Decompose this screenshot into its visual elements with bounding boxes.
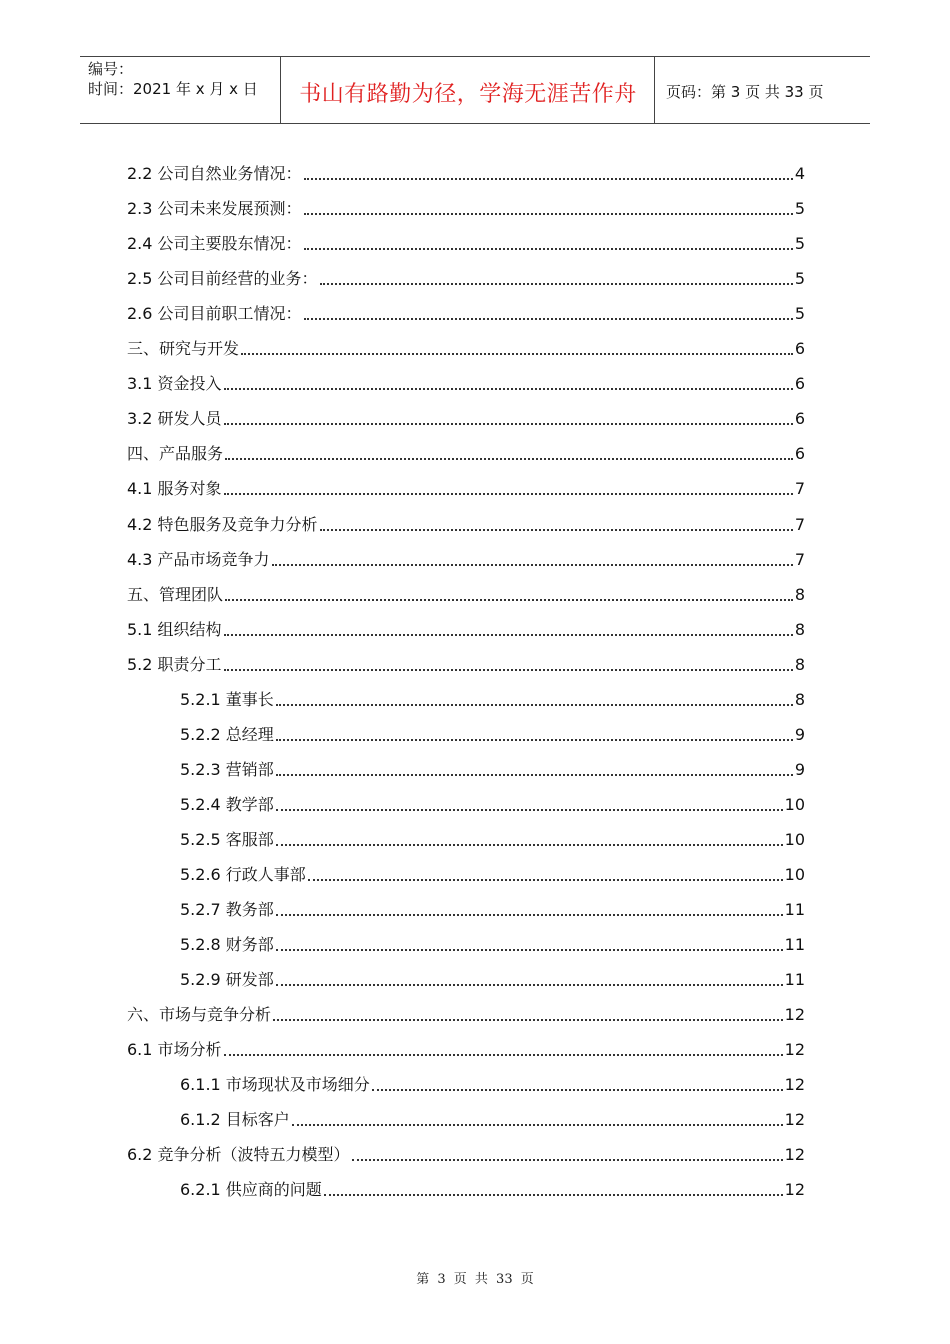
toc-entry-page: 7 <box>794 479 805 499</box>
toc-entry-title: 5.2.9 研发部 <box>180 970 274 990</box>
toc-entry[interactable] <box>127 220 805 255</box>
toc-entry-title: 四、产品服务 <box>127 444 224 464</box>
number-label: 编号： <box>88 60 134 78</box>
toc-entry-title: 6.2.1 供应商的问题 <box>180 1180 322 1200</box>
toc-entry[interactable] <box>180 851 805 886</box>
toc-leader-dots <box>225 457 793 460</box>
toc-entry[interactable] <box>127 1131 805 1166</box>
toc-entry[interactable] <box>180 816 805 851</box>
toc-entry-page: 12 <box>784 1075 805 1095</box>
toc-entry-page: 4 <box>794 164 805 183</box>
toc-entry-title: 2.6 公司目前职工情况： <box>127 304 302 324</box>
toc-leader-dots <box>276 983 783 986</box>
toc-entry-page: 11 <box>784 970 805 990</box>
toc-leader-dots <box>224 492 793 495</box>
toc-entry-page: 5 <box>794 269 805 289</box>
toc-entry[interactable] <box>180 676 805 711</box>
toc-entry[interactable] <box>127 606 805 641</box>
toc-leader-dots <box>304 247 793 250</box>
time-label: 时间：2021 年 x 月 x 日 <box>88 80 258 98</box>
toc-leader-dots <box>224 422 793 425</box>
toc-leader-dots <box>320 282 793 285</box>
toc-entry-page: 6 <box>794 374 805 394</box>
toc-entry[interactable] <box>127 255 805 290</box>
toc-entry-title: 5.2.2 总经理 <box>180 724 274 744</box>
toc-entry[interactable] <box>127 1026 805 1061</box>
toc-entry[interactable] <box>180 711 805 746</box>
toc-leader-dots <box>276 738 793 741</box>
toc-entry-title: 5.2.7 教务部 <box>180 900 274 920</box>
toc-entry-title: 5.2.5 客服部 <box>180 829 274 849</box>
toc-entry[interactable] <box>127 501 805 536</box>
toc-leader-dots <box>324 1193 783 1196</box>
toc-entry-title: 5.2.1 董事长 <box>180 689 274 709</box>
toc-entry[interactable] <box>127 430 805 465</box>
toc-leader-dots <box>372 1088 783 1091</box>
header-meta <box>88 59 258 99</box>
header-divider <box>654 57 655 123</box>
toc-entry-title: 三、研究与开发 <box>127 339 240 359</box>
toc-entry-page: 10 <box>784 794 805 814</box>
toc-entry-page: 5 <box>794 304 805 324</box>
toc-entry[interactable] <box>127 641 805 676</box>
toc-entry-title: 6.1 市场分析 <box>127 1040 222 1060</box>
toc-entry-title: 4.1 服务对象 <box>127 479 222 499</box>
toc-leader-dots <box>276 843 783 846</box>
toc-entry-title: 3.1 资金投入 <box>127 374 222 394</box>
toc-entry-page: 6 <box>794 444 805 464</box>
toc-entry[interactable] <box>127 536 805 571</box>
toc-leader-dots <box>276 913 783 916</box>
page-footer: 第 3 页 共 33 页 <box>416 1272 534 1287</box>
toc-leader-dots <box>272 563 793 566</box>
header-motto: 书山有路勤为径，学海无涯苦作舟 <box>299 82 637 107</box>
toc-entry-title: 5.2.8 财务部 <box>180 935 274 955</box>
toc-entry-page: 12 <box>784 1110 805 1130</box>
toc-entry-page: 11 <box>784 900 805 920</box>
toc-entry-title: 3.2 研发人员 <box>127 409 222 429</box>
toc-entry[interactable] <box>180 1096 805 1131</box>
toc-leader-dots <box>224 387 793 390</box>
toc-entry[interactable] <box>180 956 805 991</box>
toc-leader-dots <box>308 878 783 881</box>
toc-entry[interactable] <box>127 325 805 360</box>
toc-entry-page: 6 <box>794 409 805 429</box>
toc-entry-title: 5.2.4 教学部 <box>180 794 274 814</box>
toc-leader-dots <box>224 1053 783 1056</box>
toc-entry-page: 11 <box>784 935 805 955</box>
toc-leader-dots <box>320 528 793 531</box>
toc-entry-title: 2.2 公司自然业务情况： <box>127 164 302 183</box>
page-header <box>80 56 870 124</box>
toc-entry-title: 2.3 公司未来发展预测： <box>127 199 302 219</box>
toc-entry-page: 9 <box>794 724 805 744</box>
toc-entry-title: 5.2 职责分工 <box>127 654 222 674</box>
toc-entry-page: 5 <box>794 199 805 219</box>
toc-entry-page: 12 <box>784 1040 805 1060</box>
toc-entry-page: 6 <box>794 339 805 359</box>
toc-leader-dots <box>273 1018 783 1021</box>
toc-entry-page: 9 <box>794 759 805 779</box>
toc-entry-page: 12 <box>784 1180 805 1200</box>
toc-entry-title: 5.1 组织结构 <box>127 619 222 639</box>
toc-leader-dots <box>224 633 793 636</box>
toc-entry[interactable] <box>127 465 805 500</box>
toc-entry-title: 2.4 公司主要股东情况： <box>127 234 302 254</box>
toc-entry[interactable] <box>127 150 805 185</box>
toc-entry-page: 12 <box>784 1145 805 1165</box>
toc-entry[interactable] <box>127 185 805 220</box>
toc-entry-page: 10 <box>784 865 805 884</box>
toc-entry-page: 12 <box>784 1005 805 1025</box>
toc-leader-dots <box>304 212 793 215</box>
toc-entry-page: 10 <box>784 829 805 849</box>
toc-entry-title: 六、市场与竞争分析 <box>127 1005 272 1025</box>
toc-leader-dots <box>241 352 793 355</box>
toc-entry[interactable] <box>127 360 805 395</box>
toc-entry-title: 5.2.3 营销部 <box>180 759 274 779</box>
toc-entry-title: 6.2 竞争分析（波特五力模型） <box>127 1145 350 1165</box>
toc-entry-title: 2.5 公司目前经营的业务： <box>127 269 318 289</box>
toc-leader-dots <box>276 773 793 776</box>
toc-entry-title: 6.1.1 市场现状及市场细分 <box>180 1075 370 1095</box>
toc-entry-page: 5 <box>794 234 805 254</box>
toc-entry[interactable] <box>180 746 805 781</box>
toc-entry[interactable] <box>127 395 805 430</box>
toc-entry-title: 4.2 特色服务及竞争力分析 <box>127 514 318 534</box>
header-page-info: 页码：第 3 页 共 33 页 <box>666 83 824 101</box>
toc-entry-title: 4.3 产品市场竞争力 <box>127 549 270 569</box>
toc-entry-page: 7 <box>794 514 805 534</box>
toc-entry-page: 8 <box>794 619 805 639</box>
toc-leader-dots <box>304 177 793 180</box>
toc-leader-dots <box>352 1158 783 1161</box>
toc-leader-dots <box>292 1123 783 1126</box>
toc-entry[interactable] <box>127 571 805 606</box>
toc-entry[interactable] <box>180 1166 805 1201</box>
toc-leader-dots <box>276 948 783 951</box>
toc-leader-dots <box>225 598 793 601</box>
toc-entry-page: 7 <box>794 549 805 569</box>
toc-entry[interactable] <box>180 886 805 921</box>
toc-leader-dots <box>224 668 793 671</box>
toc-leader-dots <box>304 317 793 320</box>
toc-entry[interactable] <box>180 921 805 956</box>
toc-entry-page: 8 <box>794 654 805 674</box>
toc-entry[interactable] <box>180 1061 805 1096</box>
toc-entry[interactable] <box>180 781 805 816</box>
toc-entry-title: 6.1.2 目标客户 <box>180 1110 290 1130</box>
toc-leader-dots <box>276 808 783 811</box>
toc-entry-page: 8 <box>794 689 805 709</box>
toc-entry[interactable] <box>127 290 805 325</box>
toc-entry-title: 5.2.6 行政人事部 <box>180 865 306 884</box>
toc-entry-page: 8 <box>794 584 805 604</box>
toc-leader-dots <box>276 703 793 706</box>
header-divider <box>280 57 281 123</box>
toc-entry-title: 五、管理团队 <box>127 584 224 604</box>
toc-entry[interactable] <box>127 991 805 1026</box>
